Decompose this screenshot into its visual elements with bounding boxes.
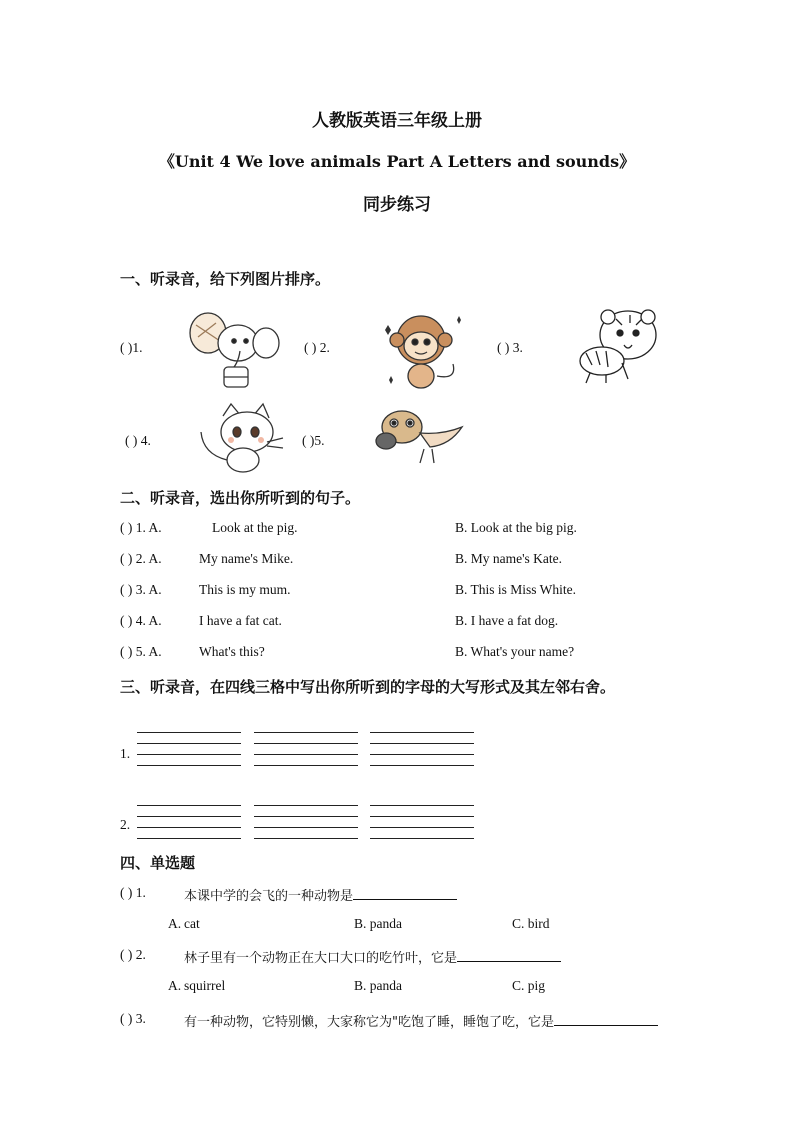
q4-2-text: 林子里有一个动物正在大口大口的吃竹叶，它是 <box>184 951 458 966</box>
q2-5-option-a: What's this? <box>199 644 265 659</box>
answer-blank[interactable] <box>554 1011 658 1026</box>
q4-3-paren: ( ) 3. <box>120 1011 146 1026</box>
q3-1-number: 1. <box>120 746 131 761</box>
q2-4-paren: ( ) 4. A. <box>120 613 162 628</box>
section-4-heading: 四、单选题 <box>120 854 196 872</box>
q1-5-paren: ( )5. <box>302 433 325 448</box>
page-title: 人教版英语三年级上册 <box>312 111 482 131</box>
elephant-icon <box>186 307 282 391</box>
monkey-icon <box>377 310 469 394</box>
q2-2-option-a: My name's Mike. <box>199 551 294 566</box>
section-3-heading: 三、听录音，在四线三格中写出你所听到的字母的大写形式及其左邻右舍。 <box>120 678 616 696</box>
q1-3-paren: ( ) 3. <box>497 340 523 355</box>
q4-2-option-b: B. panda <box>354 978 402 993</box>
q4-2-option-a-letter: A. <box>168 978 182 993</box>
q2-5-option-b: B. What's your name? <box>455 644 575 659</box>
q4-2-stem <box>184 947 561 966</box>
q2-2-option-b: B. My name's Kate. <box>455 551 563 566</box>
page-subtitle: 《Unit 4 We love animals Part A Letters and sounds》 <box>158 152 636 171</box>
q4-2-paren: ( ) 2. <box>120 947 146 962</box>
section-2-heading: 二、听录音，选出你所听到的句子。 <box>120 489 361 507</box>
q2-1-option-b: B. Look at the big pig. <box>455 520 577 535</box>
q4-2-option-a: squirrel <box>184 978 226 993</box>
q4-1-stem <box>184 885 457 904</box>
q4-2-option-c: C. pig <box>512 978 546 993</box>
answer-blank[interactable] <box>457 947 561 962</box>
q4-1-option-b: B. panda <box>354 916 402 931</box>
four-line-grid[interactable] <box>137 805 241 841</box>
four-line-grid[interactable] <box>137 732 241 768</box>
q1-4-paren: ( ) 4. <box>125 433 151 448</box>
q1-2-paren: ( ) 2. <box>304 340 330 355</box>
four-line-grid[interactable] <box>370 805 474 841</box>
q4-1-option-a-letter: A. <box>168 916 182 931</box>
q2-3-paren: ( ) 3. A. <box>120 582 162 597</box>
q2-5-paren: ( ) 5. A. <box>120 644 162 659</box>
q2-4-option-b: B. I have a fat dog. <box>455 613 559 628</box>
q4-3-stem <box>184 1011 658 1030</box>
cat-icon <box>197 402 287 474</box>
q2-4-option-a: I have a fat cat. <box>199 613 282 628</box>
four-line-grid[interactable] <box>254 732 358 768</box>
bird-icon <box>370 405 470 471</box>
q2-3-option-b: B. This is Miss White. <box>455 582 577 597</box>
q4-1-option-a: cat <box>184 916 200 931</box>
q4-1-text: 本课中学的会飞的一种动物是 <box>184 889 354 904</box>
q2-1-paren: ( ) 1. A. <box>120 520 162 535</box>
page-subtitle-2: 同步练习 <box>363 195 431 215</box>
q2-3-option-a: This is my mum. <box>199 582 291 597</box>
q4-1-option-c: C. bird <box>512 916 550 931</box>
answer-blank[interactable] <box>353 885 457 900</box>
q2-1-option-a: Look at the pig. <box>212 520 298 535</box>
q4-1-paren: ( ) 1. <box>120 885 146 900</box>
q2-2-paren: ( ) 2. A. <box>120 551 162 566</box>
q1-1-paren: ( )1. <box>120 340 143 355</box>
section-1-heading: 一、听录音，给下列图片排序。 <box>120 270 331 288</box>
tiger-icon <box>572 305 664 385</box>
four-line-grid[interactable] <box>254 805 358 841</box>
q3-2-number: 2. <box>120 817 131 832</box>
four-line-grid[interactable] <box>370 732 474 768</box>
q4-3-text: 有一种动物，它特别懒，大家称它为"吃饱了睡，睡饱了吃，它是 <box>184 1015 554 1030</box>
